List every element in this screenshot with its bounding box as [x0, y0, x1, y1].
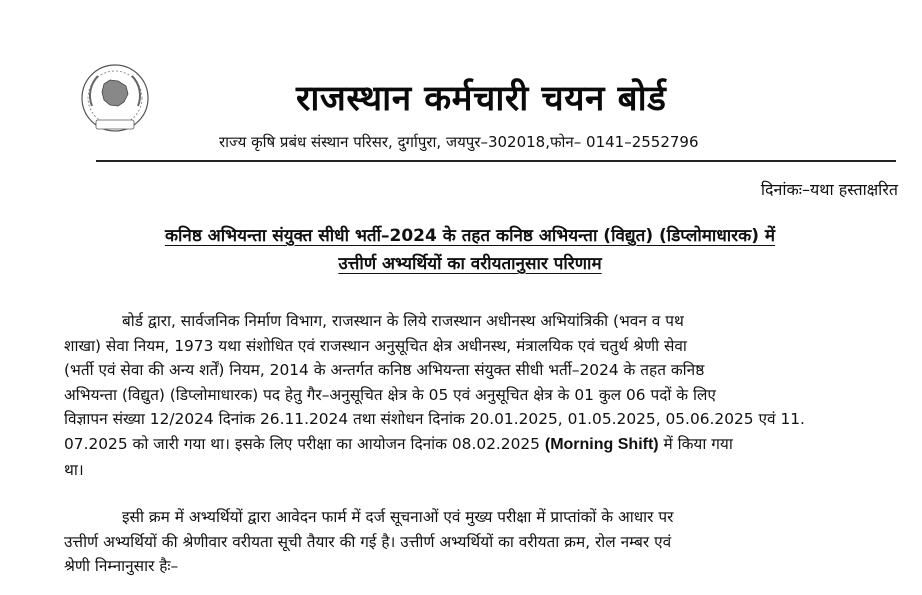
date-line: दिनांकः–यथा हस्ताक्षरित	[760, 180, 898, 199]
para1-line-7: था।	[64, 460, 84, 479]
rssb-seal-emblem-icon	[74, 60, 156, 142]
paragraph-1	[64, 309, 900, 482]
para1-line-4: अभियन्ता (विद्युत) (डिप्लोमाधारक) पद हेतु गैर–अनुसूचित क्षेत्र के 05 एवं अनुसूचित क्षेत्र के 01 कुल 06 पदों के लिए	[64, 385, 716, 404]
morning-shift-text: (Morning Shift)	[544, 435, 659, 453]
subject-heading	[60, 222, 880, 278]
para2-line-1: इसी क्रम में अभ्यर्थियों द्वारा आवेदन फार्म में दर्ज सूचनाओं एवं मुख्य परीक्षा में प्राप्तांकों के आधार पर	[122, 508, 674, 526]
para1-line-3: (भर्ती एवं सेवा की अन्य शर्तें) नियम, 2014 के अन्तर्गत कनिष्ठ अभियन्ता संयुक्त सीधी भर्ती–2024 के तहत कनिष्ठ	[64, 361, 705, 380]
para1-line-2: शाखा) सेवा नियम, 1973 यथा संशोधित एवं राजस्थान अनुसूचित क्षेत्र अधीनस्थ, मंत्रालयिक एवं चतुर्थ श्रेणी सेवा	[64, 336, 687, 355]
subject-line-2: उत्तीर्ण अभ्यर्थियों का वरीयतानुसार परिणाम	[338, 254, 602, 274]
paragraph-2	[64, 505, 900, 579]
para1-line-1: बोर्ड द्वारा, सार्वजनिक निर्माण विभाग, राजस्थान के लिये राजस्थान अधीनस्थ अभियांत्रिकी (भवन व पथ	[122, 312, 684, 330]
para1-line-5: विज्ञापन संख्या 12/2024 दिनांक 26.11.2024 तथा संशोधन दिनांक 20.01.2025, 01.05.2025, 05.06.2025 एवं 11.	[64, 410, 805, 429]
para1-line-6c: में किया गया	[658, 434, 733, 453]
para2-line-3: श्रेणी निम्नानुसार हैः–	[64, 557, 179, 576]
para2-line-2: उत्तीर्ण अभ्यर्थियों की श्रेणीवार वरीयता सूची तैयार की गई है। उत्तीर्ण अभ्यर्थियों का वरीयता क्रम, रोल नम्बर एवं	[64, 532, 672, 551]
para1-line-6	[64, 432, 900, 458]
board-address: राज्य कृषि प्रबंध संस्थान परिसर, दुर्गापुरा, जयपुर–302018,फोन– 0141–2552796	[219, 133, 699, 151]
seal-graphic	[74, 60, 156, 142]
para1-line-6a: 07.2025 को जारी गया था। इसके लिए परीक्षा का आयोजन दिनांक 08.02.2025	[64, 434, 545, 453]
header-divider	[96, 160, 896, 162]
board-name-title: राजस्थान कर्मचारी चयन बोर्ड	[296, 79, 667, 119]
subject-line-1: कनिष्ठ अभियन्ता संयुक्त सीधी भर्ती–2024 के तहत कनिष्ठ अभियन्ता (विद्युत) (डिप्लोमाधारक) में	[164, 226, 776, 246]
